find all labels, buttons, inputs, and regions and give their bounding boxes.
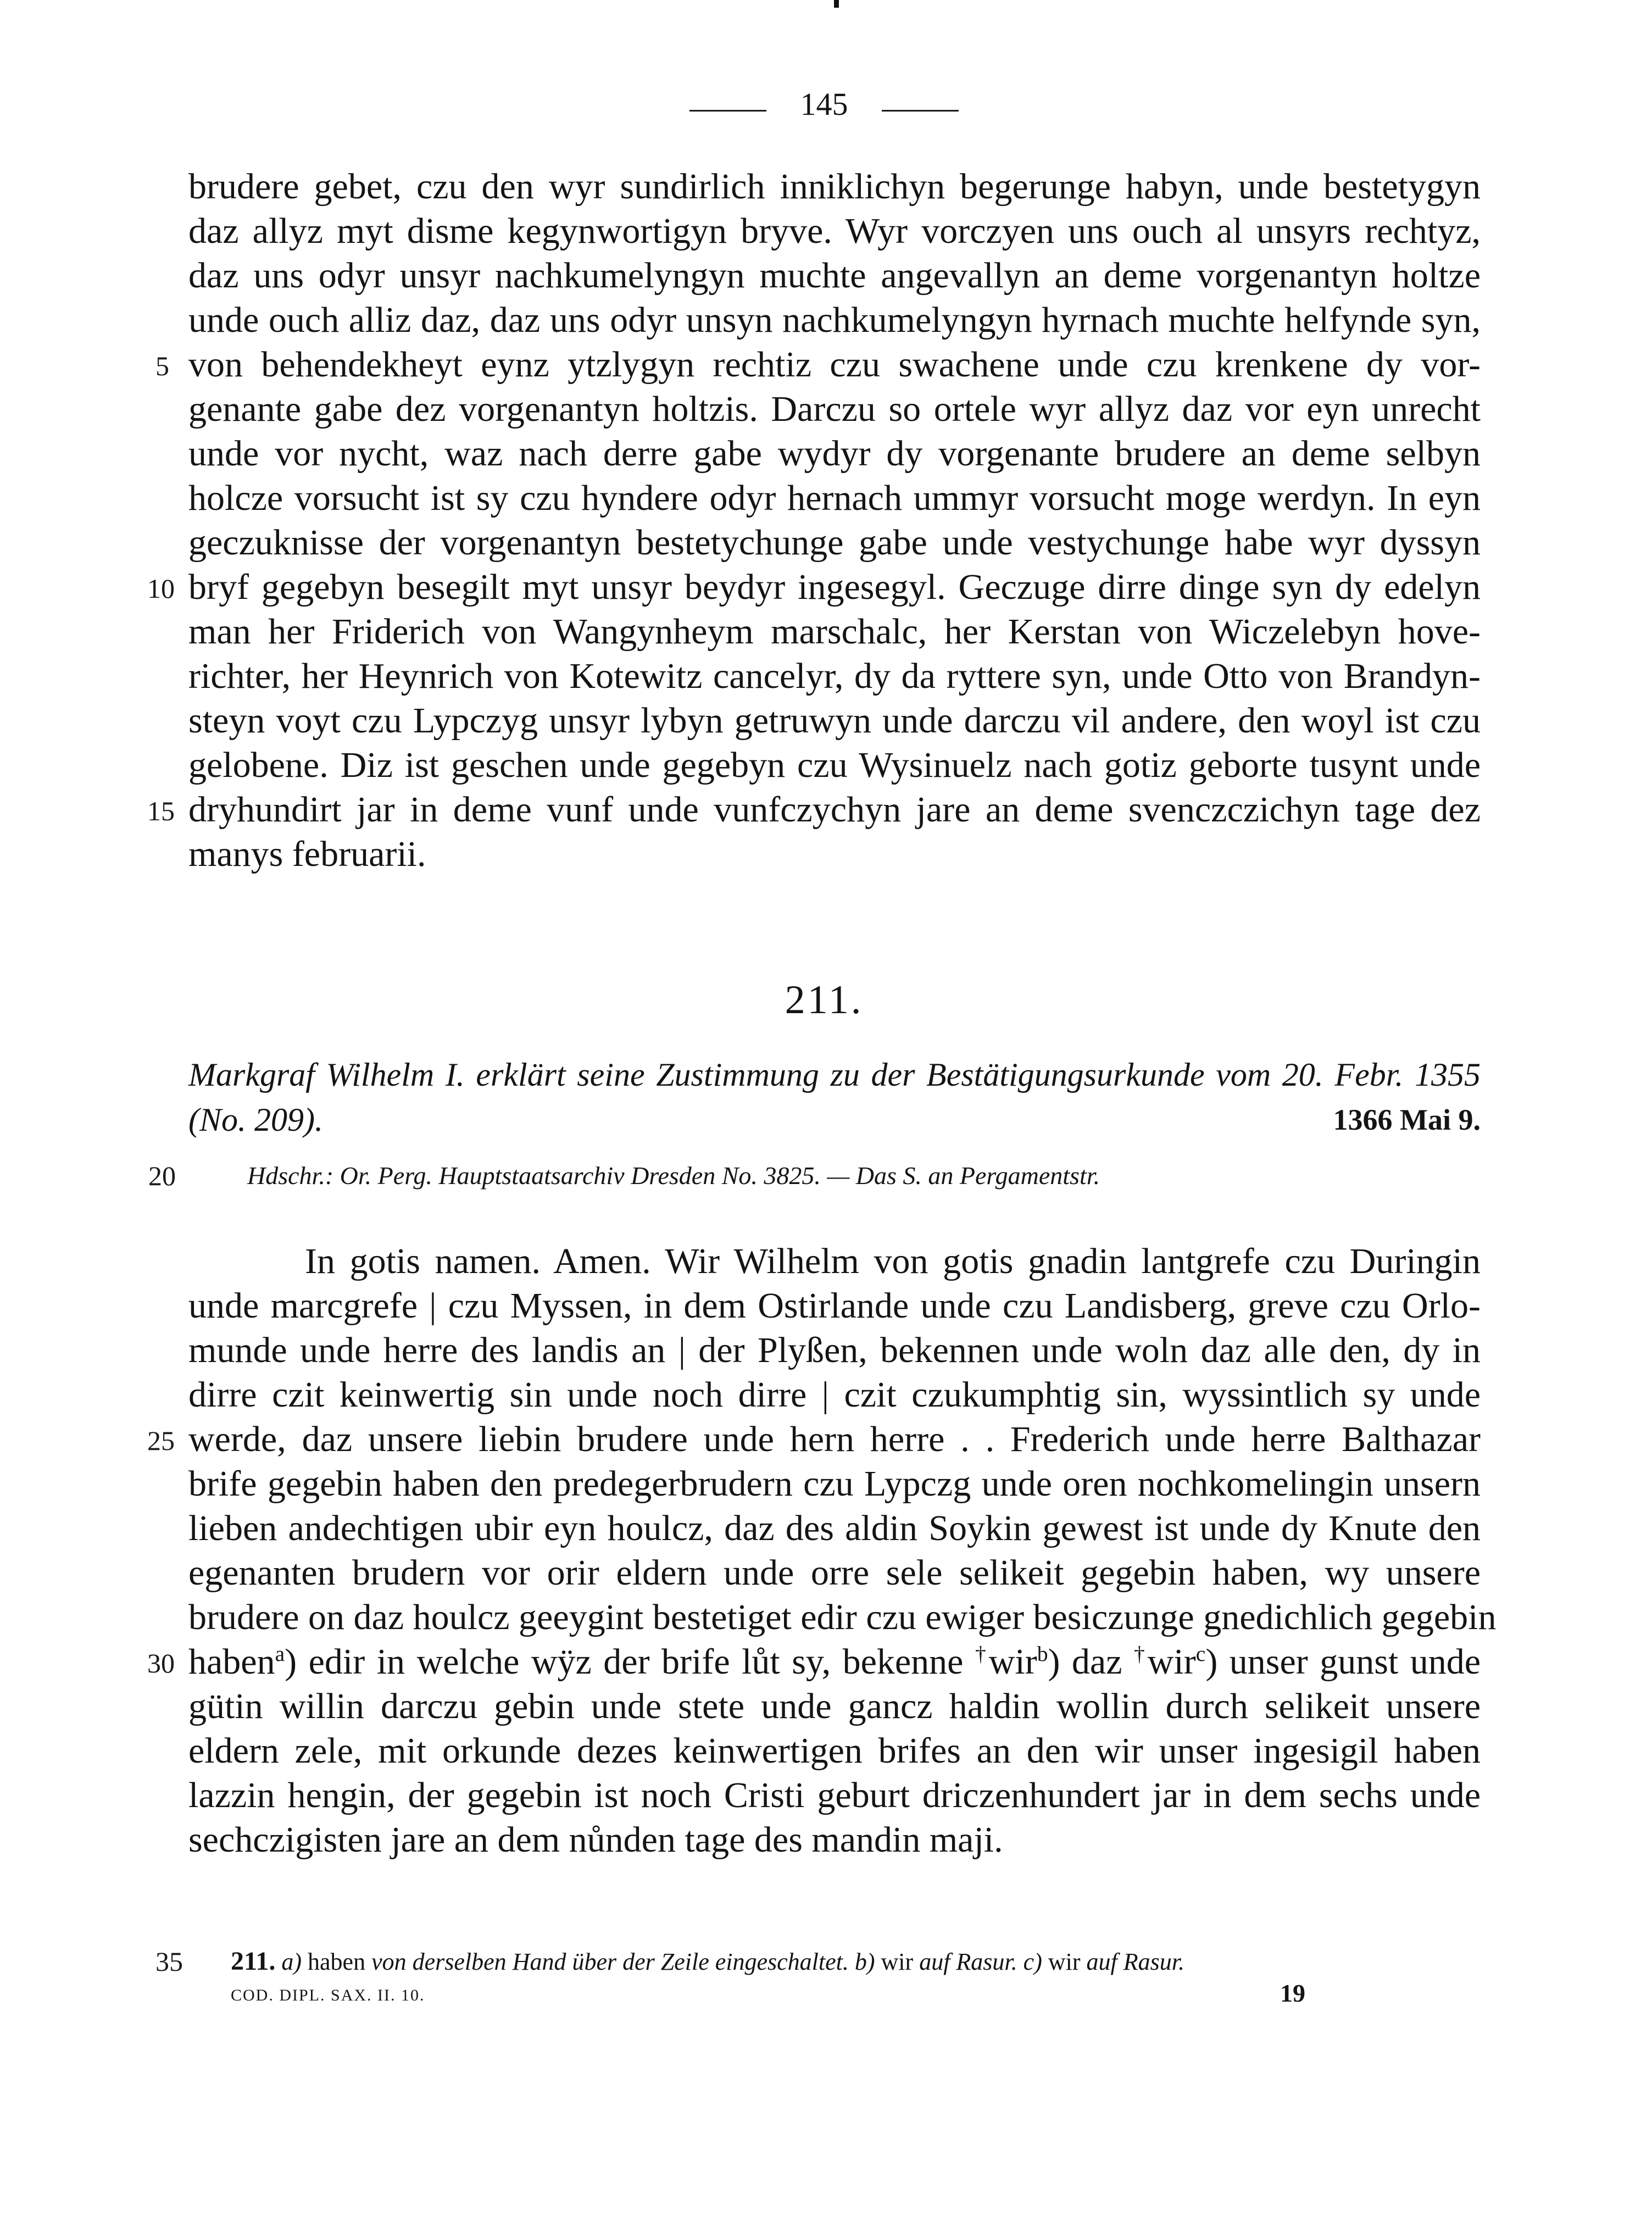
line-number: 35 — [155, 1946, 183, 1977]
text-line: brife gegebin haben den predegerbrudern czu Lypczg unde oren nochkomelingin unsern — [188, 1464, 1481, 1504]
text-line: gelobene. Diz ist geschen unde gegebyn czu Wysinuelz nach gotiz geborte tusynt unde — [188, 745, 1481, 785]
text-run: ) unser gunst unde — [1205, 1642, 1481, 1682]
text-line: steyn voyt czu Lypczyg unsyr lybyn getruwyn unde darczu vil andere, den woyl ist czu — [188, 701, 1481, 741]
footnote-note: von derselben Hand über der Zeile eingeschaltet. — [371, 1948, 849, 1975]
line-number: 5 — [155, 351, 169, 381]
footnote-note: auf Rasur. — [1086, 1948, 1184, 1975]
line-number: 20 — [148, 1160, 176, 1191]
line-number: 25 — [147, 1425, 175, 1456]
dagger-mark: † — [975, 1642, 989, 1666]
line-number: 10 — [147, 573, 175, 604]
printer-signature: COD. DIPL. SAX. II. 10. — [231, 1986, 425, 2004]
text-line: brudere on daz houlcz geeygint bestetiget edir czu ewiger besiczunge gnedichlich gegebin — [188, 1597, 1497, 1637]
footnote-word: wir — [881, 1948, 914, 1975]
footnote-mark-c: c — [1195, 1642, 1206, 1666]
text-line: In gotis namen. Amen. Wir Wilhelm von gotis gnadin lantgrefe czu Duringin — [305, 1241, 1481, 1281]
text-line: dryhundirt jar in deme vunf unde vunfczychyn jare an deme svenczczichyn tage dez — [188, 790, 1481, 830]
text-run: haben — [188, 1642, 275, 1682]
running-head — [676, 82, 972, 126]
sheet-signature-number: 19 — [1280, 1979, 1305, 2007]
text-line: unde vor nycht, waz nach derre gabe wydyr dy vorgenante brudere an deme selbyn — [188, 434, 1481, 474]
footnote-mark-a: a — [275, 1642, 285, 1666]
text-line: holcze vorsucht ist sy czu hyndere odyr hernach ummyr vorsucht moge werdyn. In eyn — [188, 478, 1481, 518]
footnote-label: a) — [281, 1948, 302, 1975]
text-line: lieben andechtigen ubir eyn houlcz, daz des aldin Soykin gewest ist unde dy Knute den — [188, 1508, 1481, 1548]
text-run: ) edir in welche wÿz der brife lůt sy, bekenne — [285, 1642, 975, 1682]
document-summary-line: (No. 209). — [188, 1102, 323, 1138]
page-number: 145 — [800, 86, 848, 122]
line-number: 30 — [147, 1648, 175, 1679]
footnote-note: auf Rasur. — [919, 1948, 1017, 1975]
text-line: man her Friderich von Wangynheym marschalc, her Kerstan von Wiczelebyn hove- — [188, 612, 1481, 652]
footnote-doc-ref: 211. — [231, 1947, 276, 1976]
text-line: manys februarii. — [188, 834, 426, 874]
text-line: bryf gegebyn besegilt myt unsyr beydyr ingesegyl. Geczuge dirre dinge syn dy edelyn — [188, 567, 1481, 607]
footnote-word: wir — [1048, 1948, 1081, 1975]
text-line: dirre czit keinwertig sin unde noch dirre | czit czukumphtig sin, wyssintlich sy unde — [188, 1375, 1481, 1415]
text-run: wir — [988, 1642, 1037, 1682]
text-line: geczuknisse der vorgenantyn bestetychunge gabe unde vestychunge habe wyr dyssyn — [188, 523, 1481, 563]
footnote-label: c) — [1023, 1948, 1042, 1975]
document-number: 211. — [785, 977, 864, 1022]
text-line: daz uns odyr unsyr nachkumelyngyn muchte angevallyn an deme vorgenantyn holtze — [188, 255, 1481, 296]
text-line: sechczigisten jare an dem nůnden tage des mandin maji. — [188, 1820, 1003, 1860]
text-line: unde ouch alliz daz, daz uns odyr unsyn nachkumelyngyn hyrnach muchte helfynde syn, — [188, 300, 1481, 340]
text-line: werde, daz unsere liebin brudere unde hern herre . . Frederich unde herre Balthazar — [188, 1419, 1481, 1459]
text-line: brudere gebet, czu den wyr sundirlich inniklichyn begerunge habyn, unde bestetygyn — [188, 166, 1481, 207]
text-line: daz allyz myt disme kegynwortigyn bryve. Wyr vorczyen uns ouch al unsyrs rechtyz, — [188, 211, 1481, 251]
document-date: 1366 Mai 9. — [1333, 1103, 1481, 1136]
text-line: lazzin hengin, der gegebin ist noch Cristi geburt driczenhundert jar in dem sechs unde — [188, 1775, 1481, 1815]
running-head-rule-right — [882, 110, 959, 112]
text-line: munde unde herre des landis an | der Plyßen, bekennen unde woln daz alle den, dy in — [188, 1330, 1481, 1370]
line-number: 15 — [147, 796, 175, 826]
footnote-label: b) — [854, 1948, 875, 1975]
text-line-with-footnote-marks — [188, 1640, 1481, 1684]
text-line: eldern zele, mit orkunde dezes keinwertigen brifes an den wir unser ingesigil haben — [188, 1731, 1481, 1771]
text-run: ) daz — [1048, 1642, 1134, 1682]
running-head-rule-left — [689, 110, 766, 112]
text-line: richter, her Heynrich von Kotewitz cancelyr, dy da ryttere syn, unde Otto von Brandyn- — [188, 656, 1481, 696]
footnote — [231, 1945, 1184, 1979]
footnote-word: haben — [308, 1948, 366, 1975]
text-line: von behendekheyt eynz ytzlygyn rechtiz czu swachene unde czu krenkene dy vor- — [188, 344, 1481, 385]
document-summary-line: Markgraf Wilhelm I. erklärt seine Zustimmung zu der Bestätigungsurkunde vom 20. Febr. 1355 — [188, 1057, 1481, 1093]
text-line: genante gabe dez vorgenantyn holtzis. Darczu so ortele wyr allyz daz vor eyn unrecht — [188, 389, 1481, 429]
scan-mark — [834, 0, 839, 8]
text-run: wir — [1147, 1642, 1196, 1682]
text-line: unde marcgrefe | czu Myssen, in dem Ostirlande unde czu Landisberg, greve czu Orlo- — [188, 1286, 1481, 1326]
dagger-mark: † — [1134, 1642, 1148, 1666]
text-line: gütin willin darczu gebin unde stete unde gancz haldin wollin durch selikeit unsere — [188, 1686, 1481, 1726]
text-line: egenanten brudern vor orir eldern unde orre sele selikeit gegebin haben, wy unsere — [188, 1553, 1481, 1593]
footnote-mark-b: b — [1037, 1642, 1048, 1666]
source-note: Hdschr.: Or. Perg. Hauptstaatsarchiv Dresden No. 3825. — Das S. an Pergamentstr. — [247, 1162, 1100, 1190]
